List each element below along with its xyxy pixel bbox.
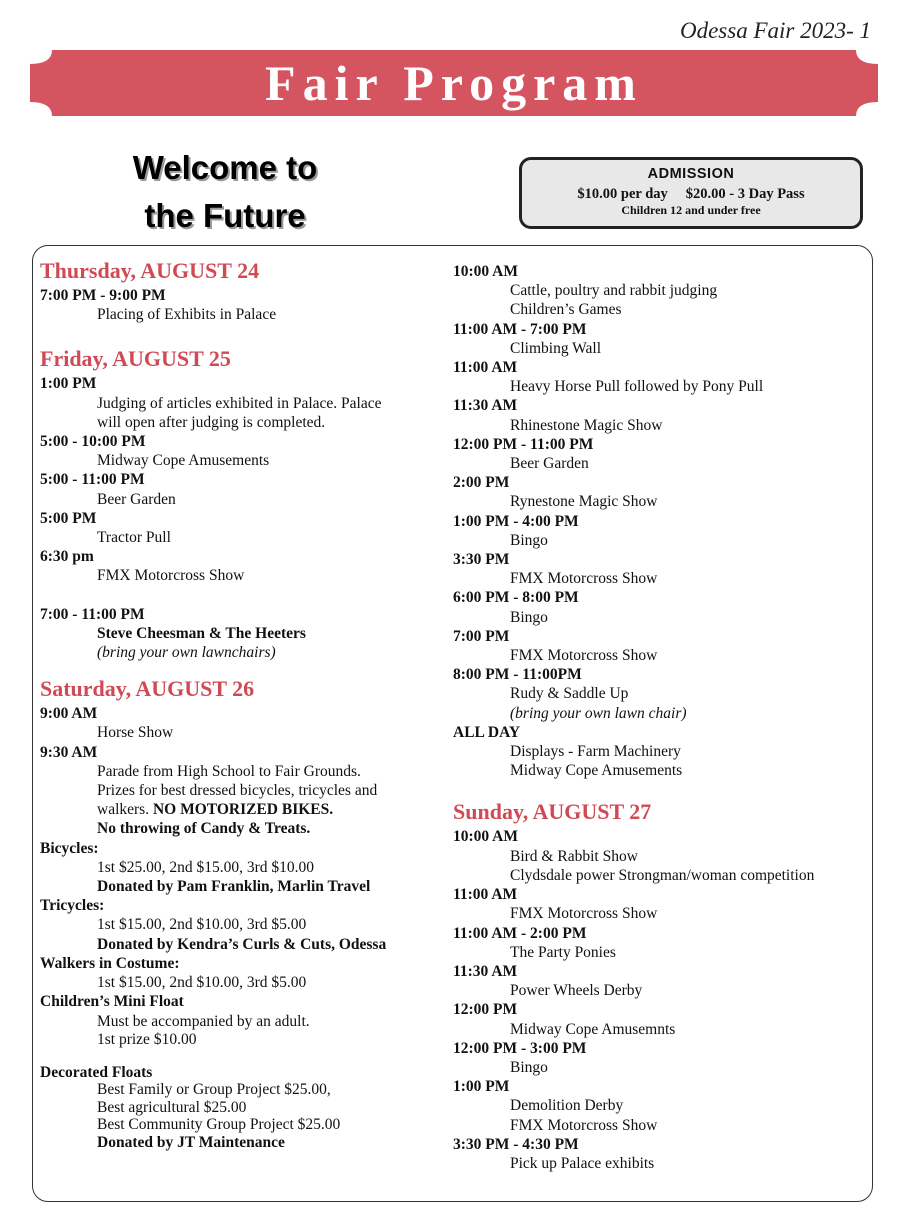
event-desc-warning: NO MOTORIZED BIKES. — [152, 801, 334, 819]
admission-price-day: $10.00 per day — [577, 186, 668, 202]
event-desc: Pick up Palace exhibits — [510, 1154, 655, 1172]
event-desc: Midway Cope Amusemnts — [510, 1020, 676, 1038]
prize-sponsor: Donated by Pam Franklin, Marlin Travel — [97, 878, 371, 896]
admission-price-pass: $20.00 - 3 Day Pass — [685, 186, 805, 202]
event-desc: Rynestone Magic Show — [510, 493, 658, 511]
event-note: (bring your own lawnchairs) — [97, 644, 276, 662]
event-desc: Horse Show — [97, 724, 174, 742]
event-desc — [40, 800, 450, 819]
day-heading-saturday: Saturday, AUGUST 26 — [40, 676, 255, 702]
event-desc: Bingo — [510, 608, 548, 626]
event-desc: Prizes for best dressed bicycles, tricycles and — [97, 782, 378, 800]
banner-title: Fair Program — [265, 55, 643, 111]
prize-list: Best agricultural $25.00 — [97, 1098, 247, 1116]
event-desc-part: walkers. — [97, 801, 150, 819]
event-time: 3:30 PM - 4:30 PM — [453, 1135, 579, 1153]
prize-list: 1st $15.00, 2nd $10.00, 3rd $5.00 — [97, 974, 307, 992]
event-desc: Beer Garden — [510, 455, 589, 473]
welcome-heading — [85, 144, 365, 240]
event-time: 7:00 PM — [453, 627, 510, 645]
prize-category: Walkers in Costume: — [40, 954, 180, 972]
event-time: 6:30 pm — [40, 548, 94, 566]
admission-title: ADMISSION — [647, 166, 735, 182]
prize-category: Tricycles: — [40, 897, 105, 915]
event-desc: Midway Cope Amusements — [510, 762, 683, 780]
prize-list: 1st $25.00, 2nd $15.00, 3rd $10.00 — [97, 858, 314, 876]
event-desc: Steve Cheesman & The Heeters — [97, 624, 306, 642]
event-time: 10:00 AM — [453, 263, 519, 280]
event-desc: Parade from High School to Fair Grounds. — [97, 762, 361, 780]
admission-note: Children 12 and under free — [621, 203, 761, 217]
event-desc: Power Wheels Derby — [510, 982, 643, 1000]
event-desc: Judging of articles exhibited in Palace. Palace — [97, 394, 382, 412]
event-time: 11:00 AM — [453, 886, 518, 904]
prize-sponsor: Donated by Kendra’s Curls & Cuts, Odessa — [97, 935, 387, 953]
event-desc-warning: No throwing of Candy & Treats. — [97, 820, 311, 838]
event-desc: Placing of Exhibits in Palace — [97, 306, 277, 324]
prize-list: 1st $15.00, 2nd $10.00, 3rd $5.00 — [97, 916, 307, 934]
event-time: 11:00 AM - 7:00 PM — [453, 320, 587, 338]
event-desc: Beer Garden — [97, 490, 176, 508]
event-desc: Heavy Horse Pull followed by Pony Pull — [510, 378, 764, 396]
event-desc: Rhinestone Magic Show — [510, 416, 663, 434]
schedule-left-column — [40, 258, 450, 1151]
event-desc: Clydsdale power Strongman/woman competition — [510, 866, 815, 884]
event-desc: Tractor Pull — [97, 529, 171, 547]
event-desc: Midway Cope Amusements — [97, 452, 270, 470]
event-time: 5:00 - 10:00 PM — [40, 433, 146, 451]
event-time: 1:00 PM — [40, 375, 97, 393]
event-desc: Bird & Rabbit Show — [510, 847, 638, 865]
event-time: 1:00 PM - 4:00 PM — [453, 512, 579, 530]
welcome-line-2: the Future — [144, 197, 306, 234]
event-time: 2:00 PM — [453, 474, 510, 492]
day-heading-thursday: Thursday, AUGUST 24 — [40, 258, 260, 283]
event-desc: Demolition Derby — [510, 1097, 624, 1115]
event-desc: Bingo — [510, 531, 548, 549]
prize-desc: Must be accompanied by an adult. — [97, 1012, 310, 1030]
event-time: 11:30 AM — [453, 962, 518, 980]
admission-box — [519, 157, 863, 229]
prize-list: Best Family or Group Project $25.00, — [97, 1080, 331, 1098]
day-heading-friday: Friday, AUGUST 25 — [40, 346, 231, 372]
prize-sponsor: Donated by JT Maintenance — [97, 1133, 285, 1151]
event-desc: will open after judging is completed. — [97, 413, 326, 431]
event-desc: FMX Motorcross Show — [510, 570, 658, 588]
event-time: 10:00 AM — [453, 828, 519, 846]
event-time: 12:00 PM - 3:00 PM — [453, 1039, 587, 1057]
welcome-line-1: Welcome to — [132, 149, 318, 186]
event-time: 5:00 - 11:00 PM — [40, 471, 145, 489]
event-time: 9:30 AM — [40, 743, 98, 761]
prize-list: Best Community Group Project $25.00 — [97, 1115, 341, 1133]
event-time: 7:00 - 11:00 PM — [40, 605, 145, 623]
event-desc: Cattle, poultry and rabbit judging — [510, 282, 718, 300]
event-time: 9:00 AM — [40, 705, 98, 723]
event-time: 5:00 PM — [40, 509, 97, 527]
prize-list: 1st prize $10.00 — [97, 1030, 197, 1048]
event-time: 7:00 PM - 9:00 PM — [40, 287, 166, 304]
event-time: 11:00 AM — [453, 359, 518, 377]
prize-category: Bicycles: — [40, 839, 99, 857]
schedule-right-column — [453, 262, 868, 1173]
prize-category: Decorated Floats — [40, 1063, 153, 1081]
page-label: Odessa Fair 2023- 1 — [679, 18, 871, 43]
event-time: 12:00 PM - 11:00 PM — [453, 435, 594, 453]
admission-prices — [522, 186, 860, 203]
title-banner — [30, 50, 878, 116]
event-desc: The Party Ponies — [510, 943, 616, 961]
event-desc: Rudy & Saddle Up — [510, 685, 629, 703]
sunday-events — [453, 827, 868, 1173]
event-desc: Climbing Wall — [510, 339, 602, 357]
saturday-continued-events — [453, 262, 868, 780]
event-desc: Displays - Farm Machinery — [510, 743, 681, 761]
event-desc: FMX Motorcross Show — [97, 567, 245, 585]
prize-category: Children’s Mini Float — [40, 993, 184, 1011]
event-desc: Bingo — [510, 1058, 548, 1076]
event-time: 11:30 AM — [453, 397, 518, 415]
event-time: 1:00 PM — [453, 1078, 510, 1096]
event-time: 8:00 PM - 11:00PM — [453, 666, 582, 684]
event-desc: FMX Motorcross Show — [510, 647, 658, 665]
event-desc: Children’s Games — [510, 301, 622, 319]
event-time: 3:30 PM — [453, 551, 510, 569]
event-time: 6:00 PM - 8:00 PM — [453, 589, 579, 607]
event-note: (bring your own lawn chair) — [510, 704, 687, 722]
event-time: ALL DAY — [453, 723, 521, 741]
event-desc: FMX Motorcross Show — [510, 1116, 658, 1134]
day-heading-sunday: Sunday, AUGUST 27 — [453, 799, 652, 825]
event-time: 11:00 AM - 2:00 PM — [453, 924, 587, 942]
event-desc: FMX Motorcross Show — [510, 905, 658, 923]
event-time: 12:00 PM — [453, 1001, 518, 1019]
